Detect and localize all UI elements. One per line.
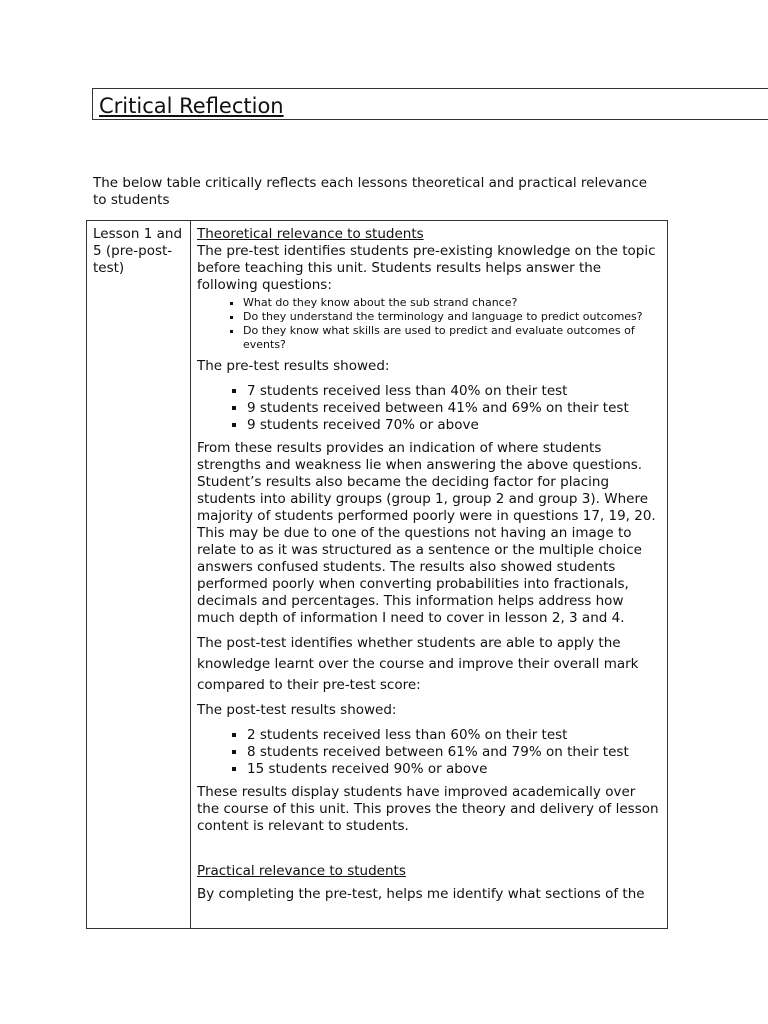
lesson-cell: Lesson 1 and 5 (pre-post-test) — [87, 221, 191, 929]
spacer — [197, 835, 661, 863]
post-test-intro: The post-test identifies whether students are able to apply the knowledge learnt over the course and improve their overall mark compared to their pre-test score: — [197, 635, 639, 693]
list-item: ▪ Do they know what skills are used to predict and evaluate outcomes of events? — [243, 324, 661, 352]
pre-analysis: From these results provides an indication of where students strengths and weakness lie when answering the above questions. Student’s results also became the deciding factor for placing students into ability groups (group 1, group 2 and group 3). Where majority of students performed poorly were in questions 17, 19, 20. This may be due to one of the questions not having an image to relate to as it was structured as a sentence or the multiple choice answers confused students. The results also showed students performed poorly when converting probabilities into fractionals, decimals and percentages. This information helps address how much depth of information I need to cover in lesson 2, 3 and 4. — [197, 440, 656, 626]
theoretical-intro: The pre-test identifies students pre-existing knowledge on the topic before teaching this unit. Students results helps answer the following questions: — [197, 243, 656, 293]
list-item: ▪ 8 students received between 61% and 79% on their test — [247, 744, 661, 761]
content-cell — [191, 221, 668, 929]
list-item: ▪ What do they know about the sub strand chance? — [243, 296, 661, 310]
pre-results-label: The pre-test results showed: — [197, 358, 390, 374]
page-title: Critical Reflection — [99, 94, 284, 118]
list-item: ▪ 15 students received 90% or above — [247, 761, 661, 778]
pre-results-list — [197, 383, 661, 434]
practical-text: By completing the pre-test, helps me identify what sections of the — [197, 886, 645, 902]
post-analysis: These results display students have improved academically over the course of this unit. This proves the theory and delivery of lesson content is relevant to students. — [197, 784, 659, 834]
list-item: ▪ 9 students received 70% or above — [247, 417, 661, 434]
post-results-label: The post-test results showed: — [197, 702, 397, 718]
reflection-table — [86, 220, 668, 929]
list-item: ▪ Do they understand the terminology and language to predict outcomes? — [243, 310, 661, 324]
list-item: ▪ 2 students received less than 60% on their test — [247, 727, 661, 744]
table-row — [87, 221, 668, 929]
intro-paragraph: The below table critically reflects each lessons theoretical and practical relevance to students — [93, 175, 648, 208]
post-results-list — [197, 727, 661, 778]
list-item: ▪ 9 students received between 41% and 69% on their test — [247, 400, 661, 417]
list-item: ▪ 7 students received less than 40% on their test — [247, 383, 661, 400]
title-box — [92, 88, 768, 120]
theoretical-heading: Theoretical relevance to students — [197, 226, 424, 242]
practical-heading: Practical relevance to students — [197, 863, 406, 879]
questions-list — [197, 296, 661, 352]
